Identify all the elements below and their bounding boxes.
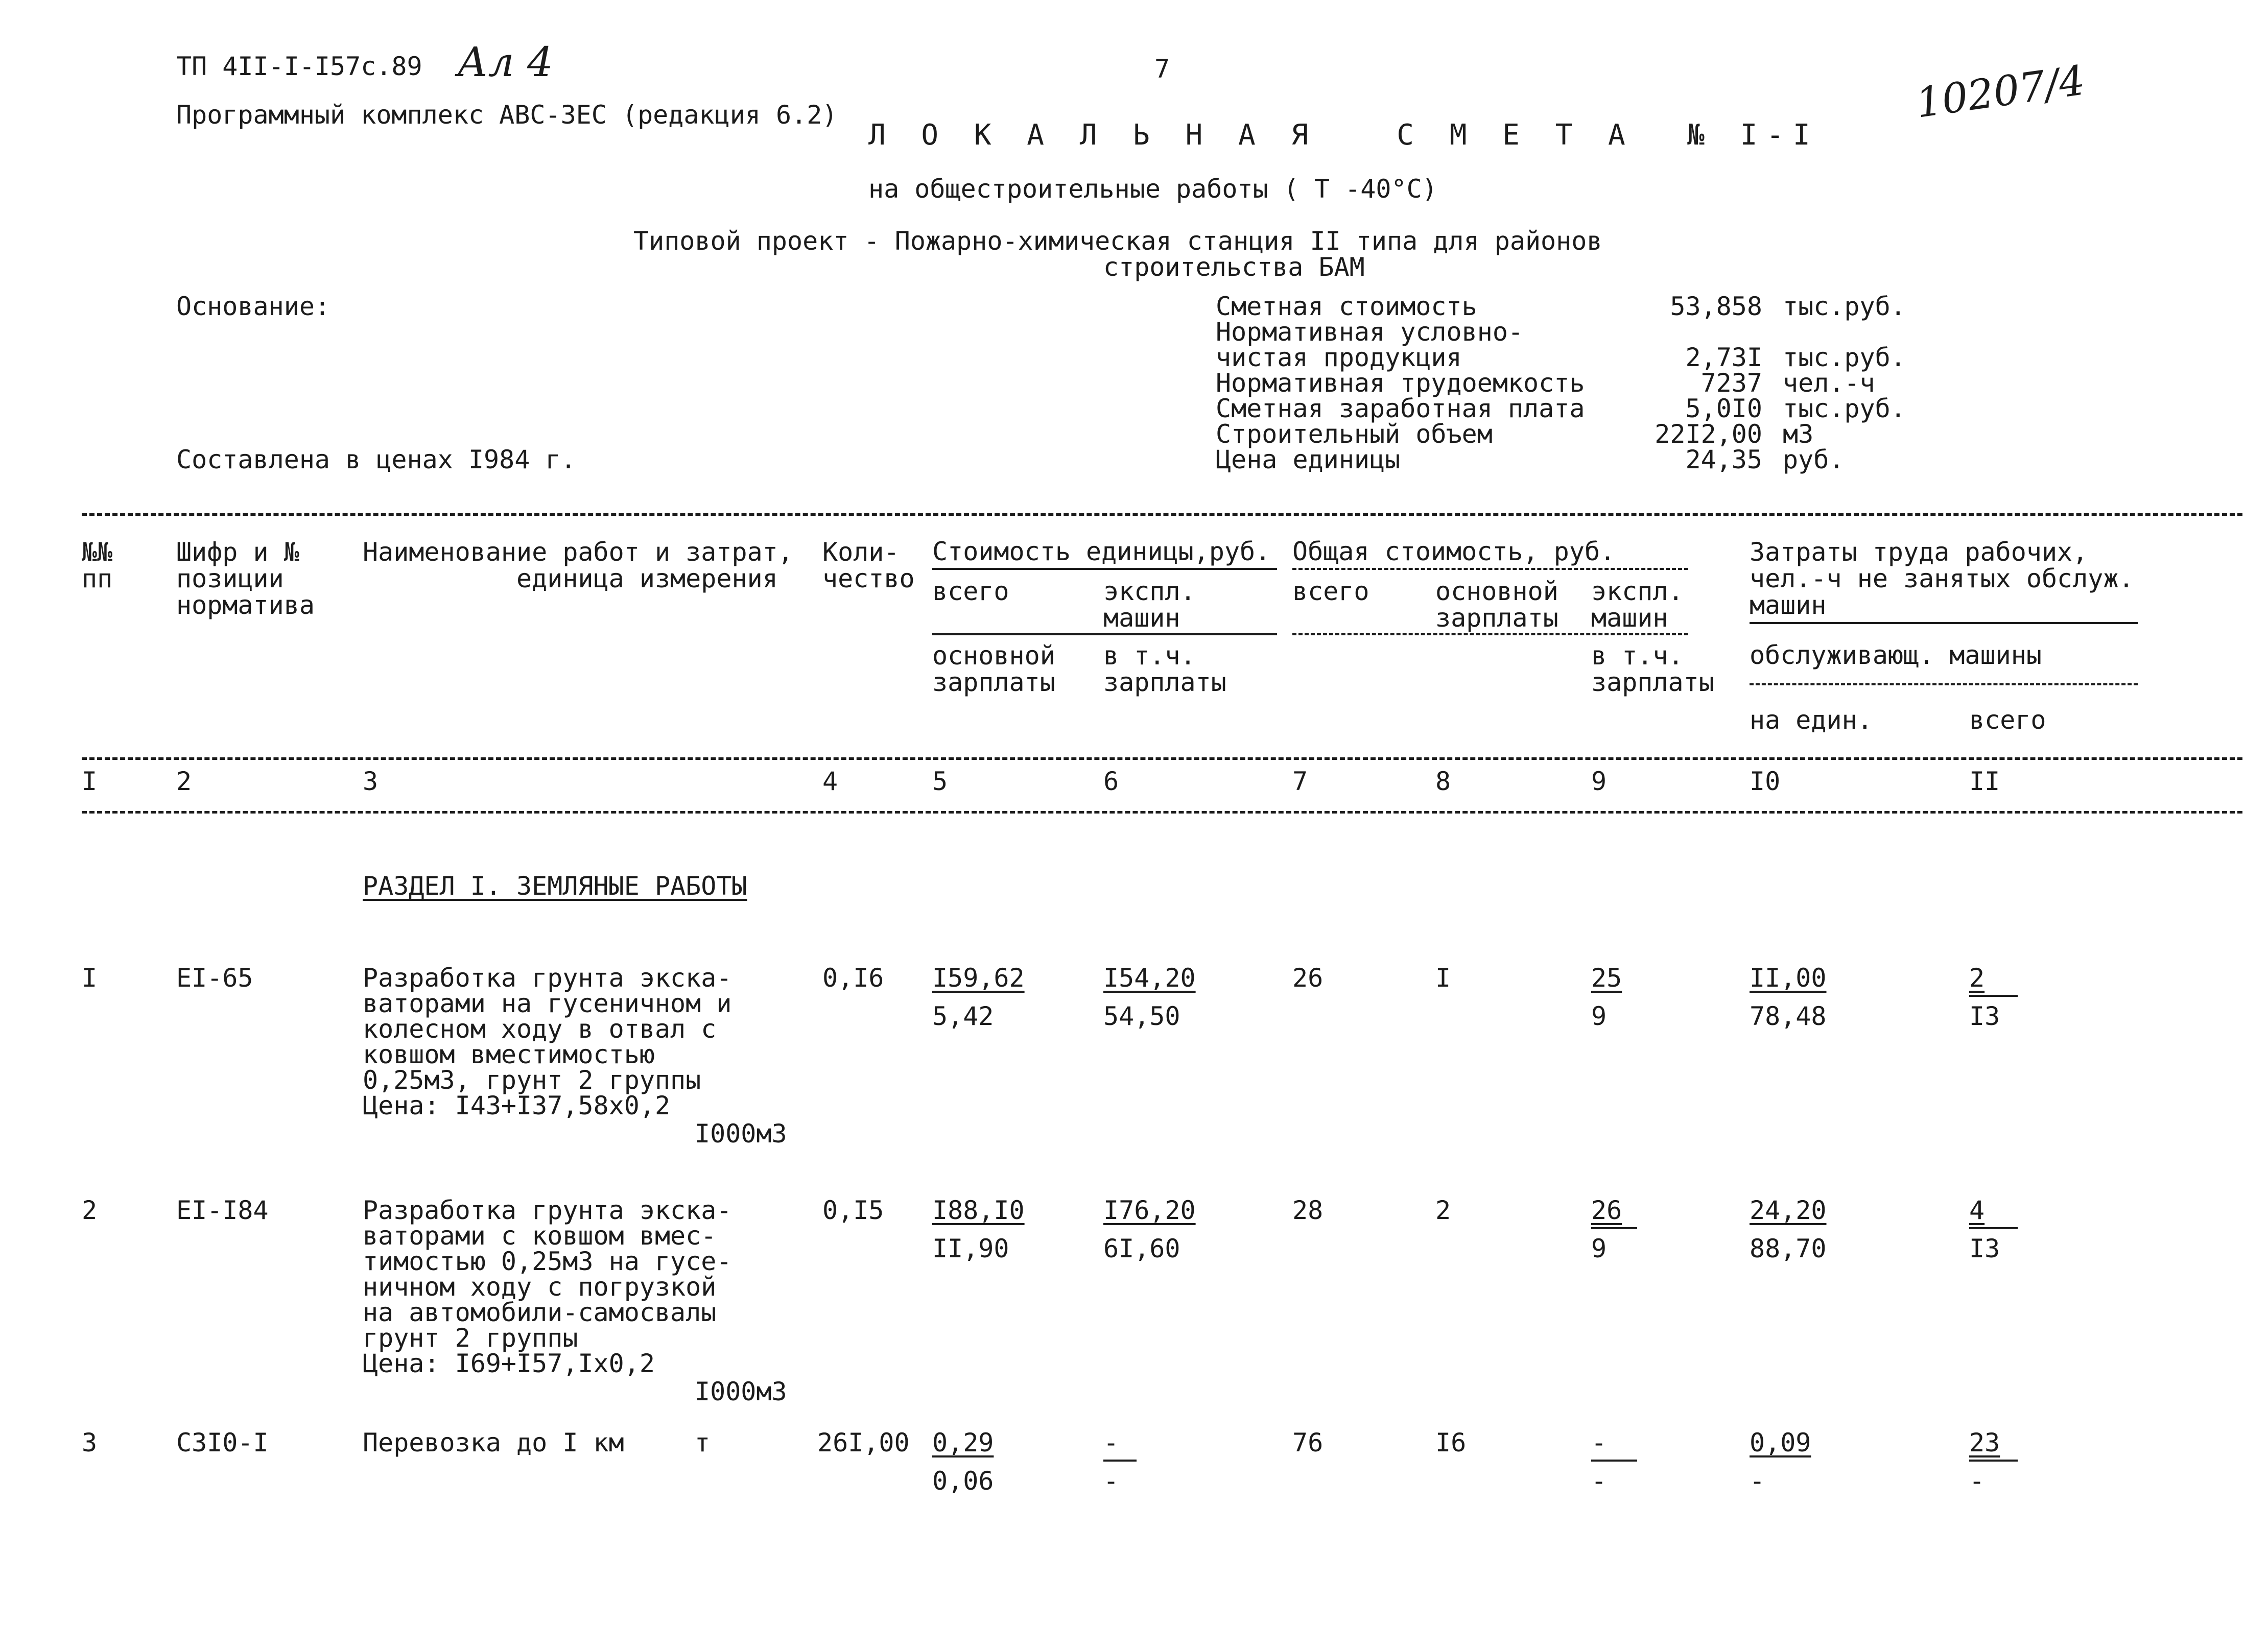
total-cost-mid-line	[1292, 633, 1688, 635]
row-code: ЕI-65	[176, 963, 253, 993]
row-description: Разработка грунта экска- ваторами на гусеничном и колесном ходу в отвал с ковшом вместимостью 0,25м3, грунт 2 группы Цена: I43+I37,58х0,2	[363, 963, 732, 1120]
row-quantity: 0,I6	[822, 963, 884, 993]
total-machines-salary: -	[1591, 1466, 1607, 1496]
summary-label: Цена единицы	[1216, 445, 1401, 474]
summary-label: чистая продукция	[1216, 343, 1462, 372]
summary-label: Сметная заработная плата	[1216, 394, 1585, 423]
project-code: ТП 4II-I-I57с.89	[176, 52, 422, 81]
col-header-total-salary: основной зарплаты	[1435, 577, 1558, 633]
col-header-name: Наименование работ и затрат, единица измерения	[363, 537, 793, 593]
col-header-labor: Затраты труда рабочих, чел.-ч не занятых обслуж. машин	[1750, 537, 2134, 620]
unit-machines-salary: 6I,60	[1103, 1234, 1180, 1263]
col-header-unit-total: всего	[932, 577, 1009, 606]
total-machines-underline	[1591, 1227, 1637, 1229]
col-header-number: №№ пп	[82, 537, 113, 593]
header-top-divider	[82, 513, 2242, 516]
col-header-unit-salary: основной зарплаты	[932, 641, 1055, 697]
column-number: 3	[363, 767, 379, 796]
summary-unit: тыс.руб.	[1783, 394, 1906, 423]
labor-per-unit: 0,09	[1750, 1428, 1811, 1457]
row-number: 3	[82, 1428, 98, 1457]
total-cost-underline	[1292, 568, 1688, 570]
summary-label: Строительный объем	[1216, 419, 1493, 449]
unit-salary: 5,42	[932, 1001, 994, 1031]
summary-unit: тыс.руб.	[1783, 343, 1906, 372]
project-line-2: строительства БАМ	[1103, 252, 1365, 282]
total-salary: I6	[1435, 1428, 1467, 1457]
labor-per-unit: 24,20	[1750, 1196, 1827, 1225]
total-machines-salary: 9	[1591, 1234, 1607, 1263]
handwritten-album-note: Ал 4	[457, 38, 553, 86]
total-machines: -	[1591, 1428, 1607, 1457]
unit-cost-mid-line	[932, 633, 1277, 635]
estimate-subtitle: на общестроительные работы ( Т -40°С)	[868, 174, 1437, 204]
column-number: 4	[822, 767, 838, 796]
column-number: 5	[932, 767, 948, 796]
unit-total-cost: 0,29	[932, 1428, 994, 1457]
col-header-labor-service: обслуживающ. машины	[1750, 640, 2042, 670]
row-unit: I000м3	[695, 1377, 787, 1406]
labor-total-underline	[1969, 1227, 2018, 1229]
row-unit: I000м3	[695, 1119, 787, 1149]
total-machines-salary: 9	[1591, 1001, 1607, 1031]
col-header-unit-incl-salary: в т.ч. зарплаты	[1103, 641, 1226, 697]
labor-service-total: -	[1969, 1466, 1985, 1496]
column-numbers-bottom-divider	[82, 811, 2242, 814]
col-header-unit-cost: Стоимость единицы,руб.	[932, 537, 1271, 566]
unit-total-cost: I88,I0	[932, 1196, 1025, 1225]
section-title: РАЗДЕЛ I. ЗЕМЛЯНЫЕ РАБОТЫ	[363, 871, 747, 901]
total-machines: 25	[1591, 963, 1622, 993]
project-line-1: Типовой проект - Пожарно-химическая станция II типа для районов	[633, 226, 1602, 256]
unit-salary: II,90	[932, 1234, 1009, 1263]
column-number: 9	[1591, 767, 1607, 796]
unit-machines-cost: I76,20	[1103, 1196, 1196, 1225]
unit-machines-cost: -	[1103, 1428, 1119, 1457]
row-quantity: 0,I5	[822, 1196, 884, 1225]
summary-label: Нормативная трудоемкость	[1216, 368, 1585, 398]
row-number: I	[82, 963, 98, 993]
row-code: ЕI-I84	[176, 1196, 269, 1225]
software-label: Программный комплекс АВС-3ЕС (редакция 6.2)	[176, 100, 838, 130]
summary-unit: чел.-ч	[1783, 368, 1875, 398]
unit-total-cost: I59,62	[932, 963, 1025, 993]
total-salary: I	[1435, 963, 1451, 993]
col-header-total-incl-salary: в т.ч. зарплаты	[1591, 641, 1714, 697]
col-header-total-cost: Общая стоимость, руб.	[1292, 537, 1616, 566]
row-number: 2	[82, 1196, 98, 1225]
labor-service-per-unit: -	[1750, 1466, 1765, 1496]
col-header-code: Шифр и № позиции норматива	[176, 537, 315, 620]
col-header-unit-machines: экспл. машин	[1103, 577, 1196, 633]
total-cost: 76	[1292, 1428, 1324, 1457]
unit-salary: 0,06	[932, 1466, 994, 1496]
row-unit: т	[695, 1428, 711, 1457]
unit-machines-underline	[1103, 1460, 1137, 1462]
col-header-quantity: Коли- чество	[822, 537, 915, 593]
total-cost: 26	[1292, 963, 1324, 993]
column-number: I0	[1750, 767, 1781, 796]
basis-label: Основание:	[176, 292, 330, 321]
total-salary: 2	[1435, 1196, 1451, 1225]
column-numbers-top-divider	[82, 757, 2242, 760]
page-number: 7	[1154, 54, 1170, 84]
labor-service-per-unit: 78,48	[1750, 1001, 1827, 1031]
summary-unit: руб.	[1783, 445, 1845, 474]
col-header-labor-total: всего	[1969, 705, 2046, 735]
column-number: 6	[1103, 767, 1119, 796]
labor-service-per-unit: 88,70	[1750, 1234, 1827, 1263]
summary-unit: м3	[1783, 419, 1814, 449]
summary-label: Сметная стоимость	[1216, 292, 1477, 321]
labor-underline	[1750, 622, 2138, 624]
row-description: Перевозка до I км	[363, 1428, 624, 1457]
summary-unit: тыс.руб.	[1783, 292, 1906, 321]
unit-machines-salary: -	[1103, 1466, 1119, 1496]
labor-total-underline	[1969, 1460, 2018, 1462]
total-machines: 26	[1591, 1196, 1622, 1225]
unit-machines-salary: 54,50	[1103, 1001, 1180, 1031]
labor-service-total: I3	[1969, 1234, 2000, 1263]
labor-total: 2	[1969, 963, 1985, 993]
col-header-total-machines: экспл. машин	[1591, 577, 1684, 633]
col-header-total-all: всего	[1292, 577, 1369, 606]
row-code: С3I0-I	[176, 1428, 269, 1457]
handwritten-document-number: 10207/4	[1913, 56, 2088, 127]
column-number: 8	[1435, 767, 1451, 796]
column-number: I	[82, 767, 98, 796]
total-machines-underline	[1591, 1460, 1637, 1462]
labor-service-total: I3	[1969, 1001, 2000, 1031]
labor-total: 23	[1969, 1428, 2000, 1457]
prices-note: Составлена в ценах I984 г.	[176, 445, 576, 474]
labor-mid-line	[1750, 683, 2138, 685]
labor-per-unit: II,00	[1750, 963, 1827, 993]
summary-label: Нормативная условно-	[1216, 317, 1524, 347]
labor-total: 4	[1969, 1196, 1985, 1225]
col-header-labor-per-unit: на един.	[1750, 705, 1873, 735]
total-cost: 28	[1292, 1196, 1324, 1225]
row-description: Разработка грунта экска- ваторами с ковшом вмес- тимостью 0,25м3 на гусе- ничном ходу с погрузкой на автомобили-самосвалы грунт 2 группы Цена: I69+I57,Iх0,2	[363, 1196, 732, 1378]
unit-machines-cost: I54,20	[1103, 963, 1196, 993]
row-quantity: 26I,00	[817, 1428, 910, 1457]
unit-cost-underline	[932, 568, 1277, 570]
column-number: 2	[176, 767, 192, 796]
column-number: II	[1969, 767, 2000, 796]
estimate-title: Л О К А Л Ь Н А Я С М Е Т А № I-I	[868, 118, 1820, 152]
labor-total-underline	[1969, 995, 2018, 997]
column-number: 7	[1292, 767, 1308, 796]
